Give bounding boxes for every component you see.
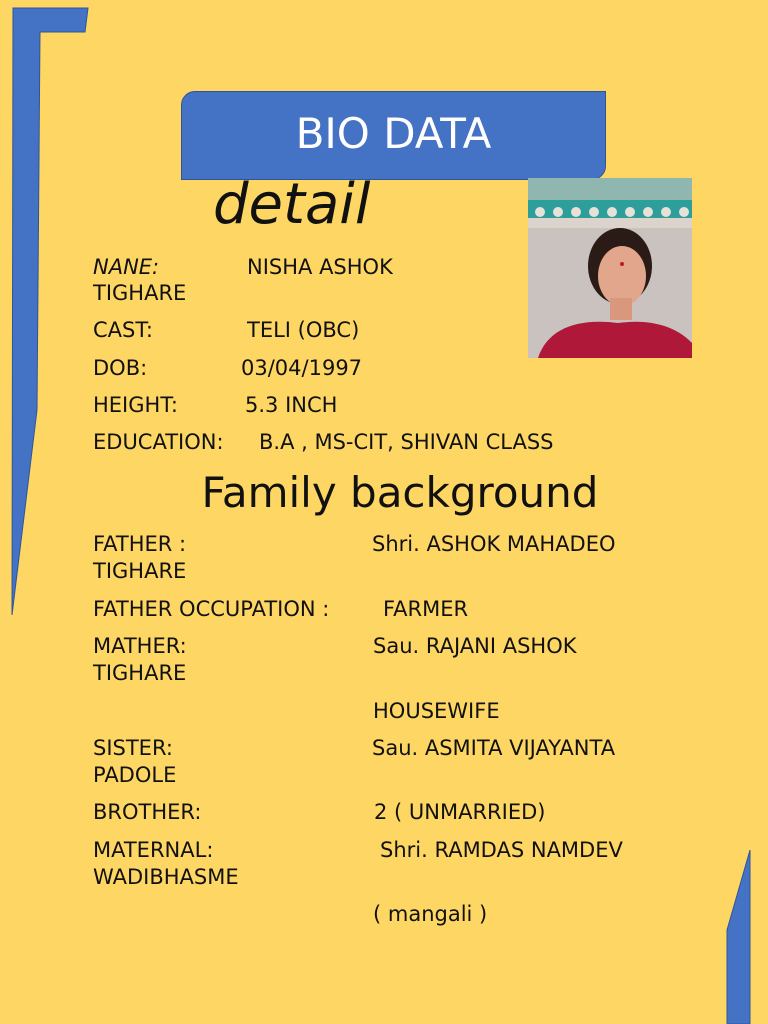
- name-value-continued: TIGHARE: [93, 281, 187, 305]
- page-title: BIO DATA: [295, 109, 492, 158]
- father-value: Shri. ASHOK MAHADEO: [372, 532, 616, 556]
- subtitle-detail: detail: [213, 172, 371, 237]
- name-label: NANE:: [93, 255, 160, 279]
- mother-value-continued: TIGHARE: [93, 661, 187, 685]
- height-label: HEIGHT:: [93, 393, 178, 417]
- dob-label: DOB:: [93, 356, 148, 380]
- brother-label: BROTHER:: [93, 800, 202, 824]
- father-label: FATHER :: [93, 532, 187, 556]
- mother-label: MATHER:: [93, 634, 187, 658]
- height-value: 5.3 INCH: [245, 393, 338, 417]
- brother-value: 2 ( UNMARRIED): [374, 800, 546, 824]
- maternal-place: ( mangali ): [373, 902, 488, 926]
- father-occupation-value: FARMER: [383, 597, 469, 621]
- right-bracket-shape: [727, 850, 750, 1024]
- education-value: B.A , MS-CIT, SHIVAN CLASS: [259, 430, 554, 454]
- profile-photo: [528, 178, 692, 358]
- mother-value: Sau. RAJANI ASHOK: [373, 634, 577, 658]
- father-value-continued: TIGHARE: [93, 559, 187, 583]
- father-occupation-label: FATHER OCCUPATION :: [93, 597, 330, 621]
- sister-value-continued: PADOLE: [93, 763, 177, 787]
- cast-value: TELI (OBC): [247, 318, 360, 342]
- left-bracket-shape: [12, 8, 88, 615]
- dob-value: 03/04/1997: [241, 356, 363, 380]
- maternal-value-continued: WADIBHASME: [93, 865, 239, 889]
- sister-value: Sau. ASMITA VIJAYANTA: [372, 736, 616, 760]
- mother-occupation: HOUSEWIFE: [373, 699, 500, 723]
- education-label: EDUCATION:: [93, 430, 224, 454]
- name-value: NISHA ASHOK: [247, 255, 393, 279]
- sister-label: SISTER:: [93, 736, 173, 760]
- maternal-label: MATERNAL:: [93, 838, 214, 862]
- cast-label: CAST:: [93, 318, 153, 342]
- family-background-heading: Family background: [201, 468, 599, 517]
- maternal-value: Shri. RAMDAS NAMDEV: [380, 838, 623, 862]
